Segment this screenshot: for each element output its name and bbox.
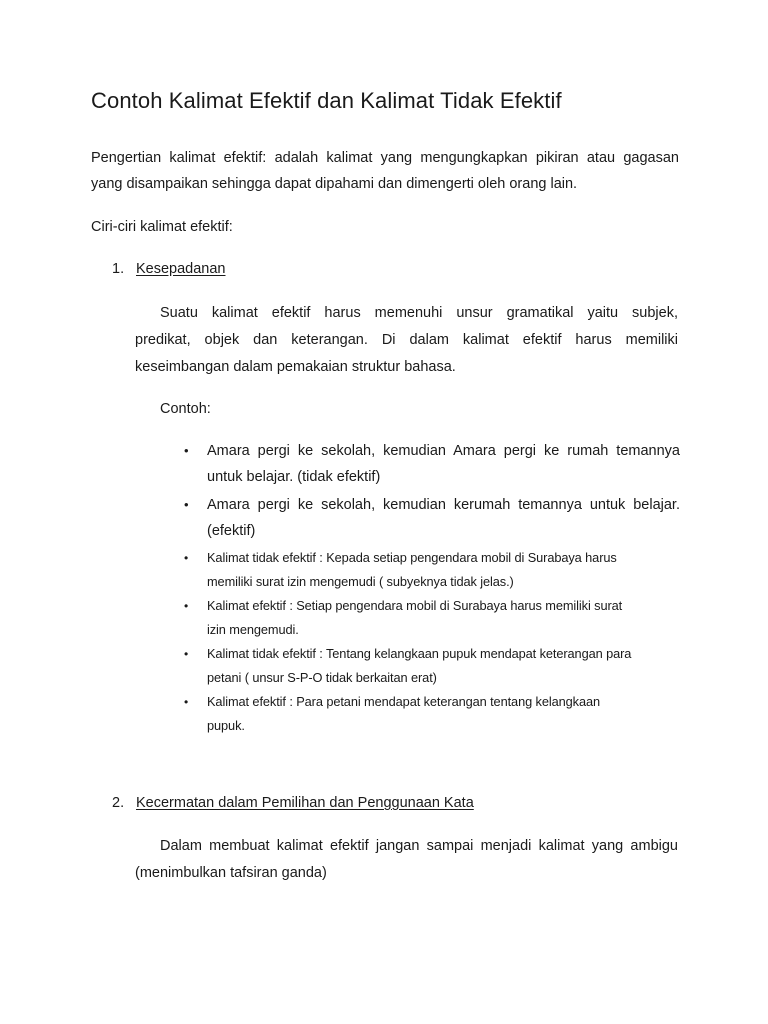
bullet-icon: • bbox=[184, 647, 189, 661]
body-line: Dalam membuat kalimat efektif jangan sampai menjadi kalimat yang ambigu bbox=[160, 838, 678, 854]
bullet-icon: • bbox=[184, 599, 189, 613]
bullet-icon: • bbox=[184, 497, 189, 512]
bullet-line: pupuk. bbox=[207, 718, 245, 733]
bullet-line: (efektif) bbox=[207, 523, 256, 539]
example-bullet-list bbox=[160, 438, 680, 738]
section-body bbox=[135, 833, 678, 887]
bullet-icon: • bbox=[184, 551, 189, 565]
bullet-line: Amara pergi ke sekolah, kemudian kerumah temannya untuk belajar. bbox=[207, 497, 680, 513]
intro-line: Pengertian kalimat efektif: adalah kalimat yang mengungkapkan pikiran atau gagasan bbox=[91, 150, 679, 166]
list-item bbox=[160, 438, 680, 490]
ciri-heading: Ciri-ciri kalimat efektif: bbox=[91, 219, 233, 235]
bullet-line: Kalimat tidak efektif : Tentang kelangkaan pupuk mendapat keterangan para bbox=[207, 646, 632, 661]
intro-line: yang disampaikan sehingga dapat dipahami dan dimengerti oleh orang lain. bbox=[91, 176, 578, 192]
bullet-line: Kalimat efektif : Para petani mendapat keterangan tentang kelangkaan bbox=[207, 694, 601, 709]
section-body bbox=[135, 300, 678, 381]
bullet-line: Kalimat tidak efektif : Kepada setiap pengendara mobil di Surabaya harus bbox=[207, 550, 617, 565]
list-item bbox=[160, 642, 680, 690]
list-item bbox=[160, 546, 680, 594]
body-line: (menimbulkan tafsiran ganda) bbox=[135, 865, 327, 881]
section-heading-kecermatan bbox=[112, 790, 474, 816]
section-title: Kesepadanan bbox=[136, 261, 226, 277]
body-line: Suatu kalimat efektif harus memenuhi unsur gramatikal yaitu subjek, bbox=[160, 305, 678, 321]
contoh-label: Contoh: bbox=[160, 401, 211, 417]
bullet-icon: • bbox=[184, 695, 189, 709]
bullet-icon: • bbox=[184, 443, 189, 458]
body-line: predikat, objek dan keterangan. Di dalam kalimat efektif harus memiliki bbox=[135, 332, 678, 348]
body-line: keseimbangan dalam pemakaian struktur bahasa. bbox=[135, 359, 456, 375]
page-title: Contoh Kalimat Efektif dan Kalimat Tidak Efektif bbox=[91, 88, 562, 113]
list-item bbox=[160, 690, 680, 738]
bullet-line: memiliki surat izin mengemudi ( subyeknya tidak jelas.) bbox=[207, 574, 514, 589]
section-number: 1. bbox=[112, 261, 125, 277]
list-item bbox=[160, 492, 680, 544]
bullet-line: untuk belajar. (tidak efektif) bbox=[207, 469, 381, 485]
section-number: 2. bbox=[112, 795, 125, 811]
list-item bbox=[160, 594, 680, 642]
section-heading-kesepadanan bbox=[112, 256, 226, 282]
bullet-line: petani ( unsur S-P-O tidak berkaitan erat) bbox=[207, 670, 437, 685]
bullet-line: izin mengemudi. bbox=[207, 622, 299, 637]
bullet-line: Kalimat efektif : Setiap pengendara mobil di Surabaya harus memiliki surat bbox=[207, 598, 623, 613]
section-title: Kecermatan dalam Pemilihan dan Penggunaan Kata bbox=[136, 795, 474, 811]
bullet-line: Amara pergi ke sekolah, kemudian Amara pergi ke rumah temannya bbox=[207, 443, 680, 459]
intro-paragraph bbox=[91, 145, 679, 197]
